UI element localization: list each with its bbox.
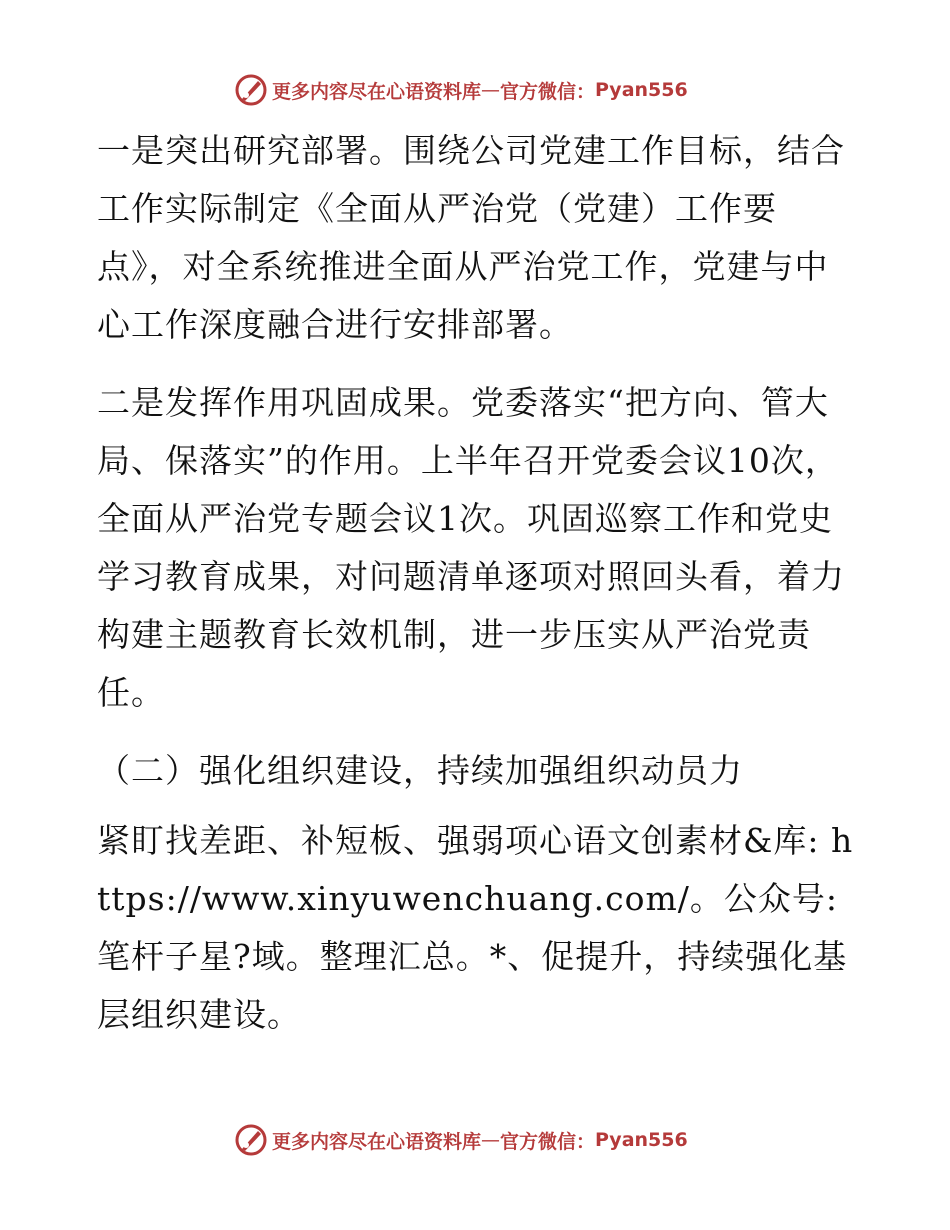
paragraph-3: 紧盯找差距、补短板、强弱项心语文创素材&库: https://www.xinyuwenchuang.com/。公众号: 笔杆子星?域。整理汇总。*、促提升，持续强化基层组织建设。 <box>97 821 854 1034</box>
document-body <box>97 122 857 1044</box>
header-watermark <box>234 70 688 110</box>
banner-label: 官方微信： <box>500 1130 596 1153</box>
banner-title: 更多内容尽在心语资料库 <box>272 80 482 103</box>
banner-title: 更多内容尽在心语资料库 <box>272 1130 482 1153</box>
paragraph-2: 二是发挥作用巩固成果。党委落实“把方向、管大局、保落实”的作用。上半年召开党委会议10次，全面从严治党专题会议1次。巩固巡察工作和党史学习教育成果，对问题清单逐项对照回头看，着力构建主题教育长效机制，进一步压实从严治党责任。 <box>97 383 845 712</box>
banner-dash: — <box>481 1129 501 1151</box>
banner-dash: — <box>481 79 501 101</box>
banner-label: 官方微信： <box>500 80 596 103</box>
footer-watermark <box>234 1120 688 1160</box>
pen-logo-icon <box>234 1123 268 1157</box>
banner-account: Pyan556 <box>595 79 688 101</box>
banner-account: Pyan556 <box>595 1129 688 1151</box>
pen-logo-icon <box>234 73 268 107</box>
section-heading: （二）强化组织建设，持续加强组织动员力 <box>97 751 743 790</box>
paragraph-1: 一是突出研究部署。围绕公司党建工作目标，结合工作实际制定《全面从严治党（党建）工作要点》，对全系统推进全面从严治党工作，党建与中心工作深度融合进行安排部署。 <box>97 131 845 344</box>
